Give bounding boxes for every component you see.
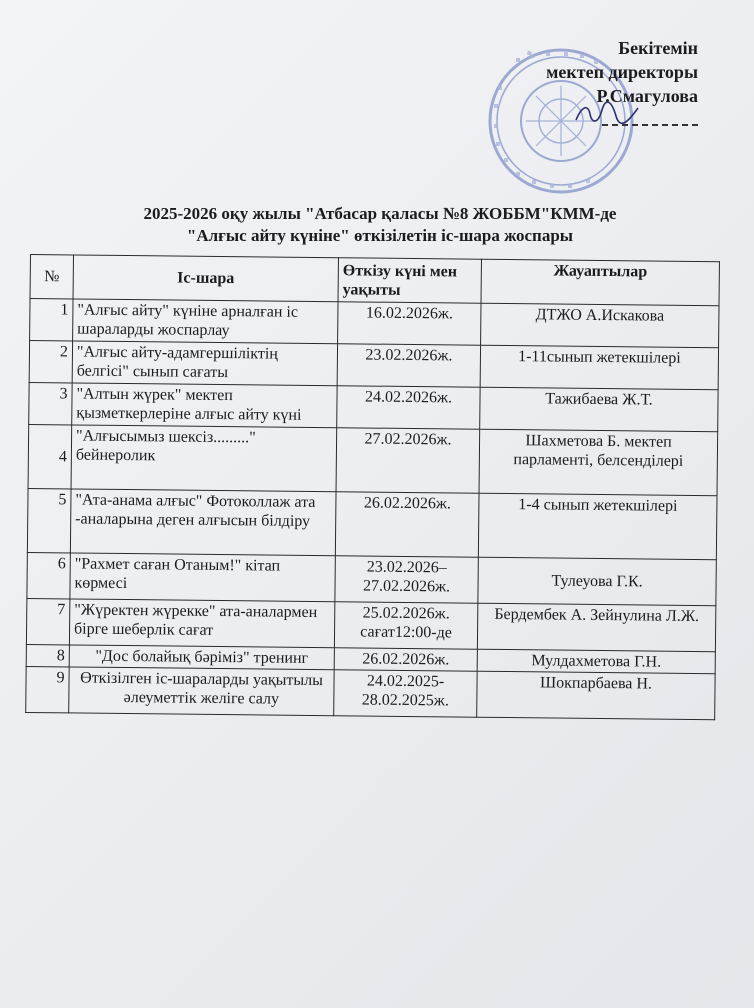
row-number: 2 (29, 341, 72, 383)
responsible-cell: 1-4 сынып жетекшілері (478, 493, 717, 559)
approver-name: Р.Смагулова (596, 86, 698, 106)
row-number: 6 (27, 552, 70, 598)
responsible-cell: ДТЖО А.Искакова (481, 303, 719, 347)
responsible-cell: Шокпарбаева Н. (477, 671, 715, 719)
approval-label: Бекітемін (618, 38, 698, 58)
title-line-1: 2025-2026 оқу жылы "Атбасар қаласы №8 ЖОББМ"КММ-де (143, 204, 617, 223)
header-responsible: Жауаптылар (481, 259, 719, 305)
event-cell: "Рахмет саған Отаным!" кітап көрмесі (70, 553, 335, 602)
document-title (60, 203, 700, 247)
table-row (30, 299, 719, 348)
event-cell: "Ата-анама алғыс" Фотоколлаж ата -аналарына деген алғысын білдіру (70, 489, 336, 556)
date-cell: 26.02.2026ж. (335, 492, 479, 557)
row-number: 1 (30, 299, 73, 341)
responsible-cell: 1-11сынып жетекшілері (480, 345, 718, 389)
date-cell: 24.02.2025-28.02.2025ж. (334, 670, 477, 717)
approver-position: мектеп директоры (546, 62, 698, 82)
date-cell: 23.02.2026–27.02.2026ж. (335, 556, 478, 603)
date-cell: 16.02.2026ж. (338, 302, 481, 345)
responsible-cell: Бердембек А. Зейнулина Л.Ж. (477, 603, 715, 651)
event-cell: Өткізілген іс-шараларды уақытылы әлеуметтік желіге салу (69, 667, 334, 716)
row-number: 4 (28, 424, 72, 488)
responsible-cell: Тажибаева Ж.Т. (480, 387, 718, 431)
row-number: 7 (26, 598, 69, 644)
table-row (26, 666, 715, 719)
row-number: 5 (27, 488, 71, 552)
table-row (26, 598, 715, 651)
date-cell: 27.02.2026ж. (336, 428, 480, 493)
event-cell: "Жүректен жүрекке" ата-аналармен бірге шеберлік сағат (69, 599, 334, 648)
row-number: 9 (26, 666, 69, 712)
event-cell: "Алтын жүрек" мектеп қызметкерлеріне алғыс айту күні (72, 383, 337, 428)
table-row (29, 341, 718, 390)
date-cell: 25.02.2026ж. сағат12:00-де (334, 602, 477, 649)
table-row (29, 382, 718, 431)
handwritten-signature (572, 98, 642, 128)
table-row (28, 424, 718, 495)
header-number: № (30, 255, 73, 299)
table-row (27, 488, 717, 559)
event-cell: "Алғыс айту-адамгершіліктің белгісі" сынып сағаты (72, 341, 337, 386)
table-row (27, 552, 716, 605)
date-cell: 23.02.2026ж. (337, 344, 480, 387)
row-number: 8 (26, 644, 69, 666)
date-cell: 24.02.2026ж. (337, 386, 480, 429)
responsible-cell: Мулдахметова Г.Н. (477, 649, 715, 673)
event-cell: "Алғыс айту" күніне арналған іс шараларды жоспарлау (73, 299, 338, 344)
row-number: 3 (29, 382, 72, 424)
responsible-cell: Шахметова Б. мектеп парламенті, белсенділері (479, 429, 718, 495)
header-date: Өткізу күні мен уақыты (338, 258, 481, 303)
header-event: Іс-шара (73, 255, 338, 302)
date-cell: 26.02.2026ж. (334, 648, 477, 671)
table-header-row (30, 255, 719, 306)
title-line-2: "Алғыс айту күніне" өткізілетін іс-шара жоспары (186, 226, 574, 245)
responsible-cell: Тулеуова Г.К. (478, 557, 716, 605)
event-cell: "Дос болайық бәріміз" тренинг (69, 645, 334, 670)
event-plan-table (25, 254, 720, 720)
event-cell: "Алғысымыз шексіз........." бейнеролик (71, 425, 337, 492)
